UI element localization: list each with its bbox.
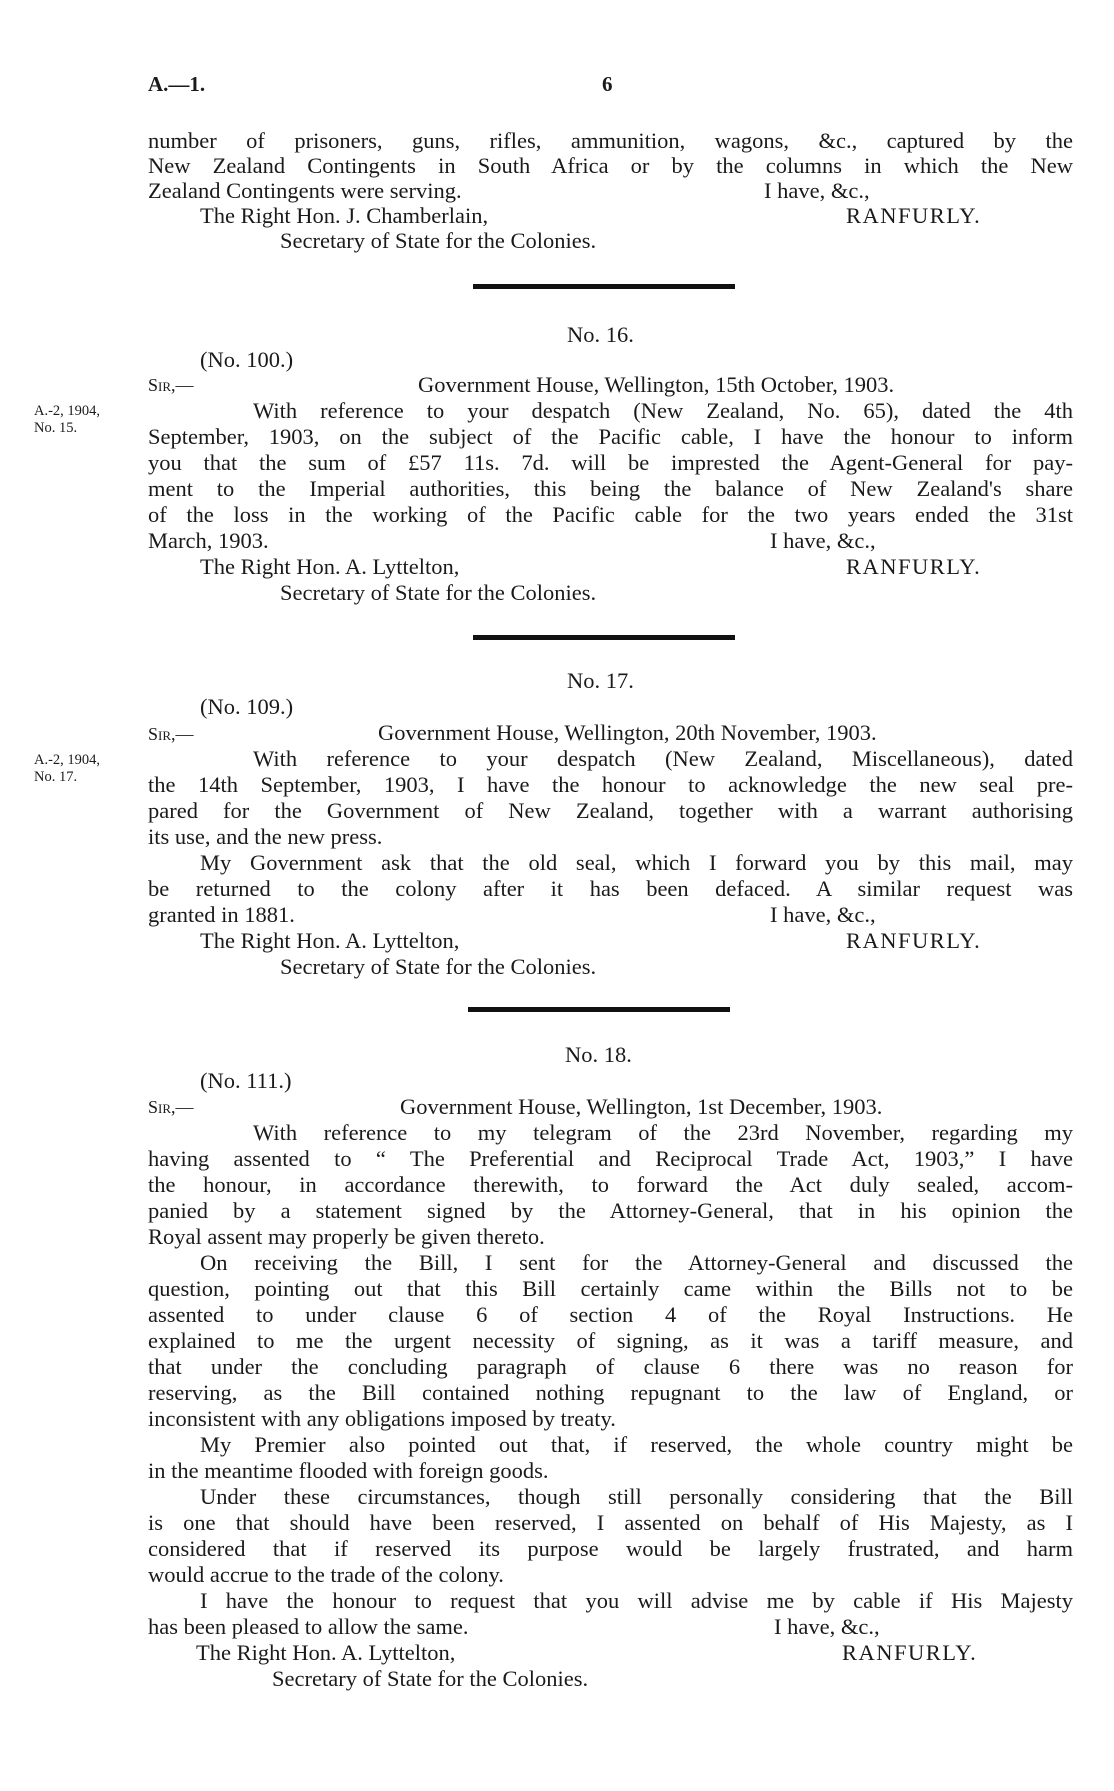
paragraph-line: My Premier also pointed out that, if reserved, the whole country might be [200,1432,1073,1457]
paragraph-line: With reference to your despatch (New Zealand, No. 65), dated the 4th [253,398,1073,423]
signature: RANFURLY. [846,554,982,579]
addressee: The Right Hon. A. Lyttelton, [196,1640,456,1665]
paragraph-line: New Zealand Contingents in South Africa or by the columns in which the New [148,153,1073,178]
despatch-ref: (No. 100.) [200,347,294,372]
paragraph-line: March, 1903. [148,528,269,553]
paragraph-line: its use, and the new press. [148,824,383,849]
closing: I have, &c., [774,1614,880,1639]
addressee-title: Secretary of State for the Colonies. [280,228,597,253]
paragraph-line: Royal assent may properly be given thereto. [148,1224,545,1249]
signature: RANFURLY. [846,928,982,953]
margin-note: No. 17. [34,769,78,785]
paragraph-line: Zealand Contingents were serving. [148,178,462,203]
paragraph-line: ment to the Imperial authorities, this being the balance of New Zealand's share [148,476,1073,501]
addressee-title: Secretary of State for the Colonies. [280,580,597,605]
paragraph-line: that under the concluding paragraph of clause 6 there was no reason for [148,1354,1073,1379]
salutation: Sir,— [148,1097,194,1117]
paragraph-line: having assented to “ The Preferential and Reciprocal Trade Act, 1903,” I have [148,1146,1073,1171]
signature: RANFURLY. [842,1640,978,1665]
paragraph-line: question, pointing out that this Bill certainly came within the Bills not to be [148,1276,1073,1301]
despatch-address: Government House, Wellington, 20th November, 1903. [378,720,877,745]
paragraph-line: has been pleased to allow the same. [148,1614,469,1639]
margin-note: A.-2, 1904, [34,403,101,419]
signature: RANFURLY. [846,203,982,228]
salutation: Sir,— [148,724,194,744]
margin-note: A.-2, 1904, [34,752,101,768]
paragraph-line: granted in 1881. [148,902,295,927]
despatch-ref: (No. 109.) [200,694,294,719]
despatch-ref: (No. 111.) [200,1068,292,1093]
salutation: Sir,— [148,375,194,395]
paragraph-line: On receiving the Bill, I sent for the Attorney-General and discussed the [200,1250,1073,1275]
paragraph-line: My Government ask that the old seal, which I forward you by this mail, may [200,850,1073,875]
addressee-title: Secretary of State for the Colonies. [272,1666,589,1691]
despatch-heading: No. 17. [567,668,634,693]
despatch-address: Government House, Wellington, 1st December, 1903. [400,1094,883,1119]
paragraph-line: pared for the Government of New Zealand, together with a warrant authorising [148,798,1073,823]
section-divider [473,284,735,289]
paragraph-line: considered that if reserved its purpose would be largely frustrated, and harm [148,1536,1073,1561]
margin-note: No. 15. [34,420,78,436]
paragraph-line: is one that should have been reserved, I assented on behalf of His Majesty, as I [148,1510,1073,1535]
closing: I have, &c., [770,902,876,927]
despatch-address: Government House, Wellington, 15th October, 1903. [418,372,895,397]
page-number: 6 [602,72,613,96]
paragraph-line: Under these circumstances, though still personally considering that the Bill [200,1484,1073,1509]
paragraph-line: With reference to your despatch (New Zealand, Miscellaneous), dated [253,746,1073,771]
section-divider [468,1007,730,1012]
addressee: The Right Hon. J. Chamberlain, [200,203,489,228]
paragraph-line: number of prisoners, guns, rifles, ammunition, wagons, &c., captured by the [148,128,1073,153]
paragraph-line: in the meantime flooded with foreign goods. [148,1458,549,1483]
addressee: The Right Hon. A. Lyttelton, [200,554,460,579]
addressee-title: Secretary of State for the Colonies. [280,954,597,979]
paragraph-line: assented to under clause 6 of section 4 of the Royal Instructions. He [148,1302,1073,1327]
paragraph-line: panied by a statement signed by the Attorney-General, that in his opinion the [148,1198,1073,1223]
addressee: The Right Hon. A. Lyttelton, [200,928,460,953]
paragraph-line: the honour, in accordance therewith, to forward the Act duly sealed, accom- [148,1172,1073,1197]
section-divider [473,635,735,640]
paragraph-line: September, 1903, on the subject of the Pacific cable, I have the honour to inform [148,424,1073,449]
paragraph-line: would accrue to the trade of the colony. [148,1562,504,1587]
paragraph-line: inconsistent with any obligations imposed by treaty. [148,1406,616,1431]
paragraph-line: reserving, as the Bill contained nothing repugnant to the law of England, or [148,1380,1073,1405]
despatch-heading: No. 18. [565,1042,632,1067]
paragraph-line: be returned to the colony after it has been defaced. A similar request was [148,876,1073,901]
paragraph-line: you that the sum of £57 11s. 7d. will be imprested the Agent-General for pay- [148,450,1073,475]
paragraph-line: explained to me the urgent necessity of signing, as it was a tariff measure, and [148,1328,1073,1353]
paragraph-line: With reference to my telegram of the 23rd November, regarding my [253,1120,1073,1145]
despatch-heading: No. 16. [567,322,634,347]
paragraph-line: of the loss in the working of the Pacific cable for the two years ended the 31st [148,502,1073,527]
closing: I have, &c., [764,178,870,203]
paragraph-line: the 14th September, 1903, I have the honour to acknowledge the new seal pre- [148,772,1073,797]
paragraph-line: I have the honour to request that you will advise me by cable if His Majesty [200,1588,1073,1613]
document-reference: A.—1. [148,72,206,96]
closing: I have, &c., [770,528,876,553]
